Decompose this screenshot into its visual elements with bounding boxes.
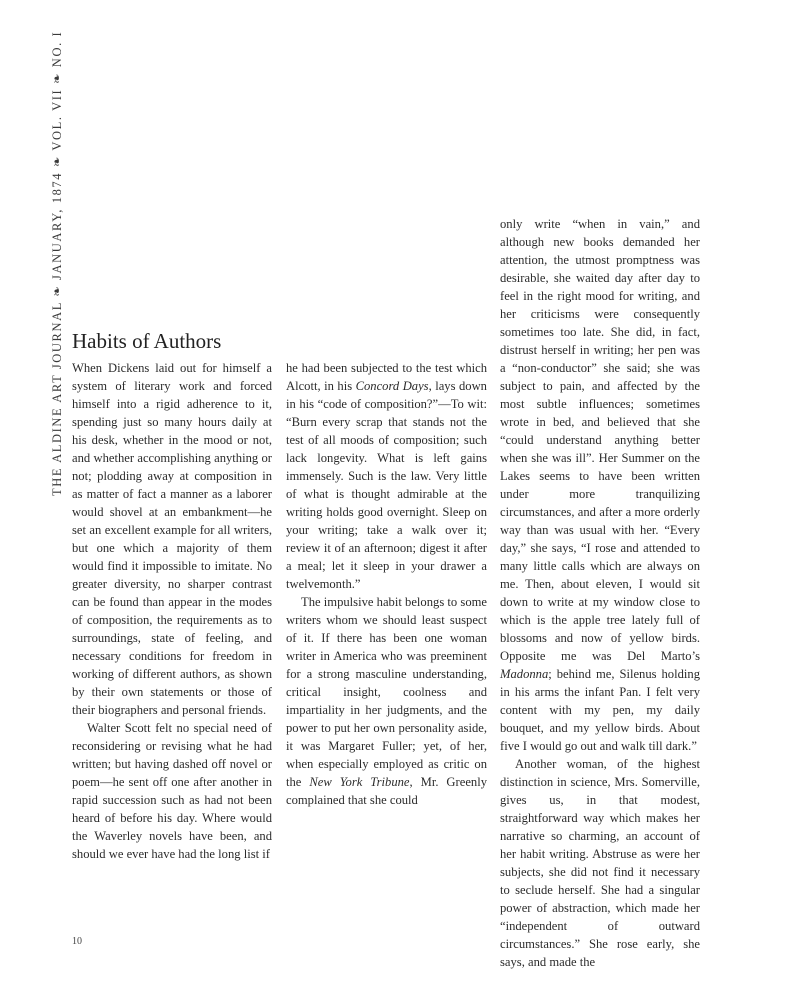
paragraph-text: ; behind me, Silenus holding in his arms the infant Pan. I felt very content with my pen, my daily bouquet, and my yellow birds. About five I would go out and walk till dark.” xyxy=(500,667,700,753)
book-title-italic: Concord Days xyxy=(355,379,429,393)
page-number: 10 xyxy=(72,936,82,947)
paragraph xyxy=(286,593,487,809)
paragraph xyxy=(286,359,487,593)
paragraph: Another woman, of the highest distinction in science, Mrs. Somerville, gives us, in that modest, straightforward way which makes her narrative so charming, an account of her habit writing. Abstruse as were her subjects, she did not find it necessary to seclude herself. She had a singular power of abstraction, which made her “independent of outward circumstances.” She rose early, she says, and made the xyxy=(500,757,700,969)
text-column-3 xyxy=(500,215,700,971)
paragraph: Walter Scott felt no special need of reconsidering or revising what he had written; but having dashed off novel or poem—he sent off one after another in rapid succession such as had not been heard of before his day. Where would the Waverley novels have been, and should we ever have had the long list if xyxy=(72,721,272,861)
text-column-2 xyxy=(286,359,487,809)
paragraph-text: The impulsive habit belongs to some writers whom we should least suspect of it. If there has been one woman writer in America who was preeminent for a strong masculine understanding, critical insight, coolness and impartiality in her judgments, and the power to put her own personality aside, it was Margaret Fuller; yet, of her, when especially employed as critic on the xyxy=(286,595,487,789)
paragraph-text: he had been subjected to the test which Alcott, in his xyxy=(286,361,487,393)
text-column-1 xyxy=(72,359,272,863)
paragraph xyxy=(500,215,700,755)
article-title: Habits of Authors xyxy=(72,329,222,353)
running-head xyxy=(45,30,69,496)
paragraph: When Dickens laid out for himself a system of literary work and forced himself into a rigid adherence to it, spending just so many hours daily at his desk, whether in the mood or not, and whether accomplishing anything or not; plodding away at composition in as matter of fact a manner as a laborer would shovel at an embankment—he set an excellent example for all writers, but one which a majority of them would find it impossible to imitate. No greater diversity, no sharper contrast can be found than appear in the modes of composition, the requirements as to surroundings, state of feeling, and necessary conditions for freedom in working of different authors, as shown by their own statements or those of their biographers and personal friends. xyxy=(72,361,272,717)
paragraph-text: , lays down in his “code of composition?”—To wit: “Burn every scrap that stands not the test of all moods of composition; such lack longevity. What is left gains immensely. Such is the law. Very little of what is thought admirable at the writing holds good overnight. Sleep on your writing; take a walk over it; review it of an afternoon; digest it after a meal; let it sleep in your drawer a twelvemonth.” xyxy=(286,379,487,591)
artwork-title-italic: Madonna xyxy=(500,667,549,681)
newspaper-title-italic: New York Tribune xyxy=(309,775,410,789)
running-head-text: THE ALDINE ART JOURNAL ❧ JANUARY, 1874 ❧ VOL. VII ❧ NO. I xyxy=(50,30,64,496)
paragraph-text: , Mr. Greenly complained that she could xyxy=(286,775,487,807)
paragraph-text: only write “when in vain,” and although new books demanded her attention, the utmost promptness was desirable, she waited day after day to feel in the right mood for writing, and her criticisms were consequently sometimes too late. She did, in fact, distrust herself in writing; her pen was a “non-conductor” she said; she was subject to pain, and affected by the most subtle influences; sometimes wrote in bed, and believed that she “could understand anything better when she was ill”. Her Summer on the Lakes seems to have been written under more tranquilizing circumstances, and after a more orderly way than was usual with her. “Every day,” she says, “I rose and attended to many little calls which are always on me. Then, about eleven, I would sit down to write at my window close to which is the apple tree lately full of blossoms and now of yellow birds. Opposite me was Del Marto’s xyxy=(500,217,700,663)
